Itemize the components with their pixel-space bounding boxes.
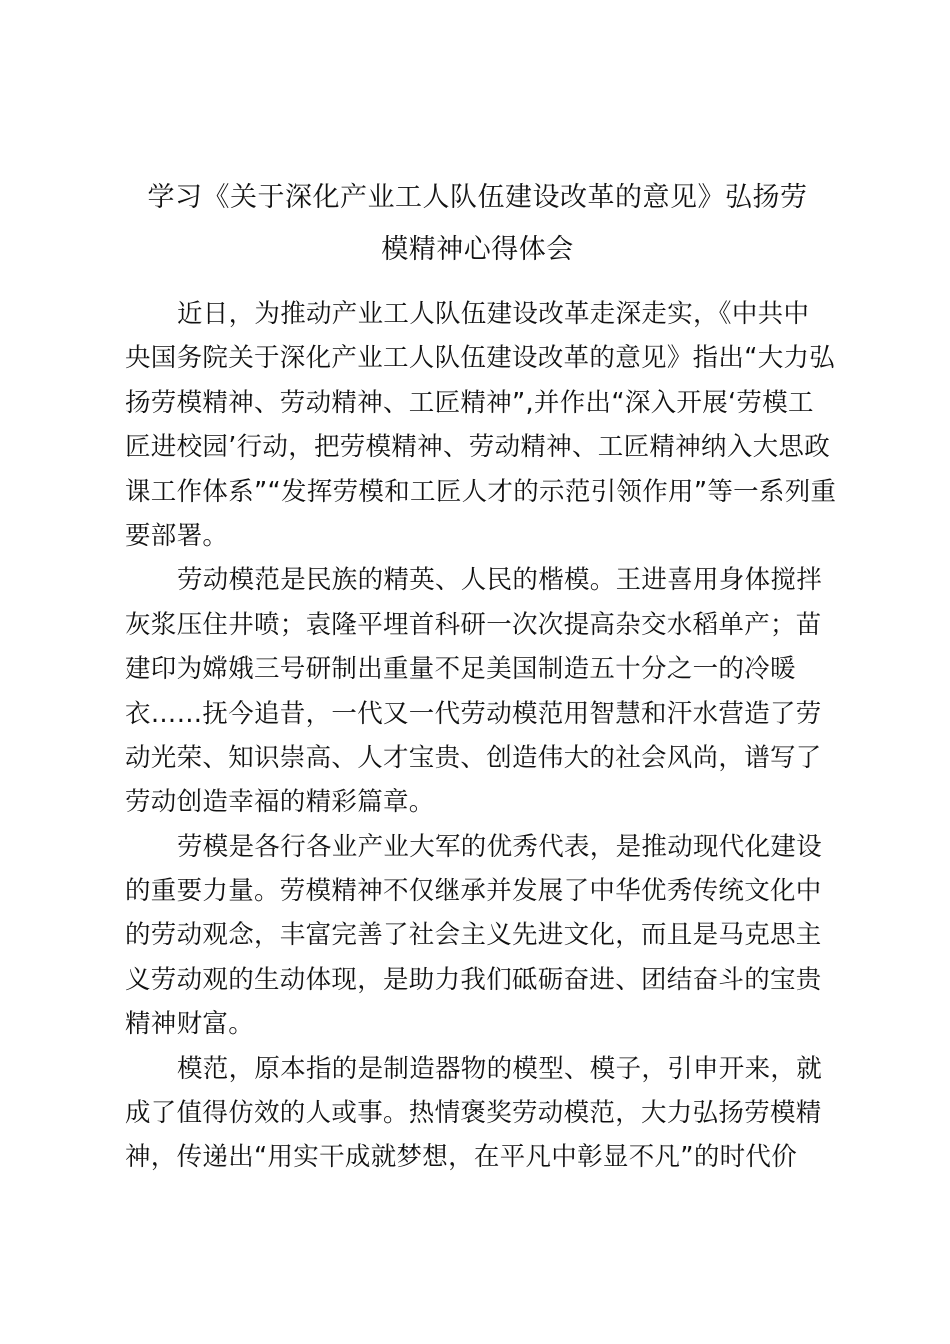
text-line: 建印为嫦娥三号研制出重量不足美国制造五十分之一的冷暖 <box>125 654 796 685</box>
text-line: 劳动创造幸福的精彩篇章。 <box>125 787 435 818</box>
paragraph <box>125 825 835 1047</box>
text-line: 成了值得仿效的人或事。热情褒奖劳动模范，大力弘扬劳模精 <box>125 1098 822 1129</box>
paragraph <box>125 292 835 558</box>
text-line: 模范，原本指的是制造器物的模型、模子，引申开来，就 <box>177 1053 823 1084</box>
text-line: 央国务院关于深化产业工人队伍建设改革的意见》指出“大力弘 <box>125 343 836 374</box>
paragraph <box>125 558 835 824</box>
text-line: 神，传递出“用实干成就梦想，在平凡中彰显不凡”的时代价 <box>125 1142 798 1173</box>
text-line: 匠进校园’行动，把劳模精神、劳动精神、工匠精神纳入大思政 <box>125 432 831 463</box>
text-line: 的劳动观念，丰富完善了社会主义先进文化，而且是马克思主 <box>125 920 822 951</box>
text-line: 精神财富。 <box>125 1009 255 1040</box>
text-line: 要部署。 <box>125 520 229 551</box>
text-line: 近日，为推动产业工人队伍建设改革走深走实，《中共中 <box>177 299 810 329</box>
text-line: 课工作体系”“发挥劳模和工匠人才的示范引领作用”等一系列重 <box>125 476 837 507</box>
text-line: 衣……抚今追昔，一代又一代劳动模范用智慧和汗水营造了劳 <box>125 698 822 729</box>
text-line: 劳模是各行各业产业大军的优秀代表，是推动现代化建设 <box>177 831 823 862</box>
title-line: 模精神心得体会 <box>381 234 574 265</box>
text-line: 扬劳模精神、劳动精神、工匠精神”,并作出“深入开展‘劳模工 <box>125 387 814 418</box>
document-title <box>125 172 830 276</box>
title-line: 学习《关于深化产业工人队伍建设改革的意见》弘扬劳 <box>147 182 808 213</box>
text-line: 动光荣、知识崇高、人才宝贵、创造伟大的社会风尚，谱写了 <box>125 742 822 773</box>
paragraph <box>125 1047 835 1180</box>
text-line: 的重要力量。劳模精神不仅继承并发展了中华优秀传统文化中 <box>125 876 822 907</box>
text-line: 劳动模范是民族的精英、人民的楷模。王进喜用身体搅拌 <box>177 565 823 596</box>
text-line: 灰浆压住井喷；袁隆平埋首科研一次次提高杂交水稻单产；苗 <box>125 609 822 640</box>
document-body <box>125 292 835 1180</box>
text-line: 义劳动观的生动体现，是助力我们砥砺奋进、团结奋斗的宝贵 <box>125 964 822 995</box>
